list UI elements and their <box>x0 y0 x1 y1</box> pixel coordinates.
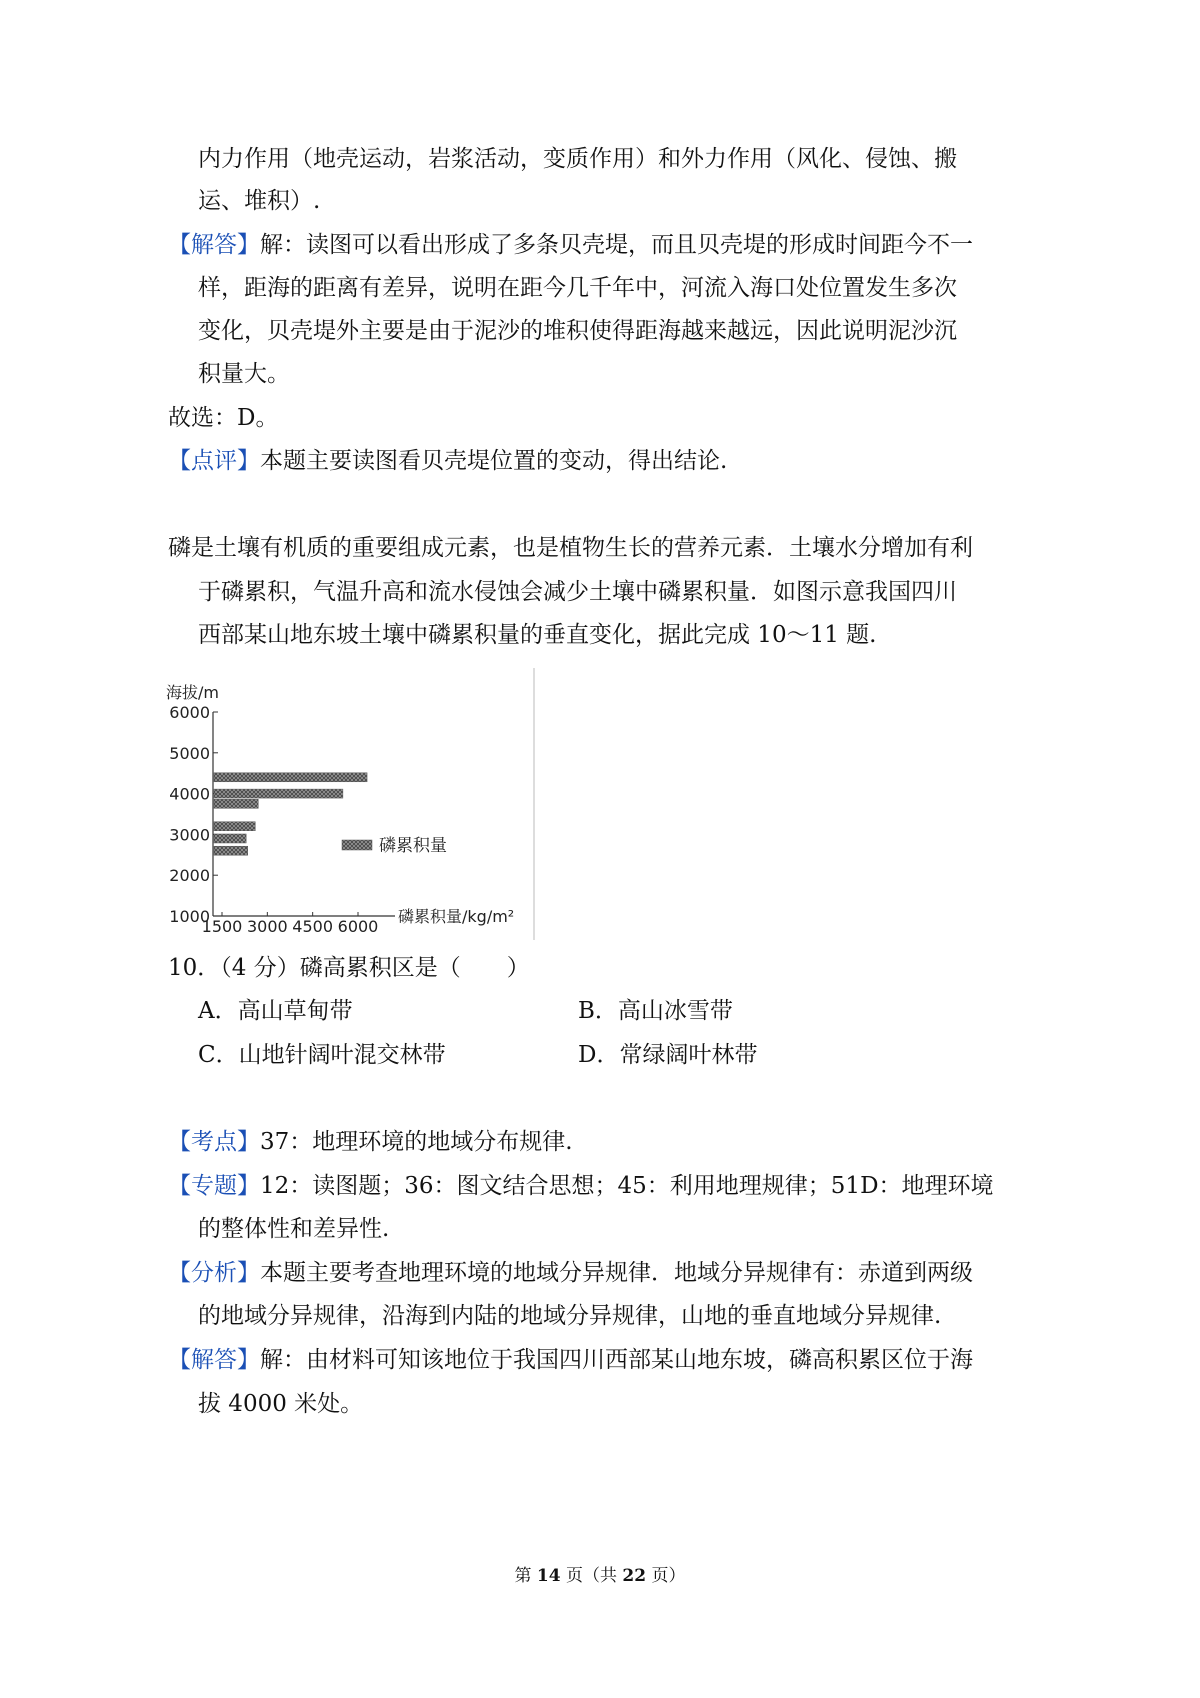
answer-line <box>168 230 973 260</box>
jieda-line: 拔 4000 米处。 <box>198 1391 364 1417</box>
intro-line: 于磷累积，气温升高和流水侵蚀会减少土壤中磷累积量．如图示意我国四川 <box>198 579 957 605</box>
review-tag: 【点评】 <box>168 448 260 474</box>
kaodian-tag: 【考点】 <box>168 1129 260 1155</box>
kaodian-line <box>168 1127 573 1157</box>
zhuanti-tag: 【专题】 <box>168 1173 260 1199</box>
option-b[interactable]: B．高山冰雪带 <box>578 998 733 1024</box>
footer-prefix: 第 <box>514 1566 532 1586</box>
bar <box>214 773 367 782</box>
zhuanti-line: 的整体性和差异性. <box>198 1216 390 1242</box>
option-c[interactable]: C．山地针阔叶混交林带 <box>198 1042 446 1068</box>
jieda-text: 解：由材料可知该地位于我国四川西部某山地东坡，磷高积累区位于海 <box>260 1347 973 1373</box>
fenxi-tag: 【分析】 <box>168 1260 260 1286</box>
jieda-line <box>168 1345 973 1375</box>
fenxi-line <box>168 1258 973 1288</box>
x-axis-label: 磷累积量/kg/m² <box>398 907 515 926</box>
legend-label: 磷累积量 <box>379 836 447 856</box>
footer-page-number: 14 <box>536 1566 561 1586</box>
kaodian-text: 37：地理环境的地域分布规律. <box>260 1129 573 1155</box>
y-tick-label: 6000 <box>169 703 210 722</box>
x-tick-label: 6000 <box>337 917 379 936</box>
x-tick-label: 1500 <box>201 917 243 936</box>
footer-middle: 页（共 <box>566 1566 617 1586</box>
x-tick-label: 3000 <box>246 917 288 936</box>
review-line <box>168 446 727 476</box>
paragraph-line: 运、堆积）. <box>198 188 321 214</box>
zhuanti-text: 12：读图题；36：图文结合思想；45：利用地理规律；51D：地理环境 <box>260 1173 994 1199</box>
fenxi-line: 的地域分异规律，沿海到内陆的地域分异规律，山地的垂直地域分异规律. <box>198 1303 942 1329</box>
y-tick-label: 4000 <box>169 784 210 804</box>
bar <box>214 834 246 843</box>
answer-line: 变化，贝壳堤外主要是由于泥沙的堆积使得距海越来越远，因此说明泥沙沉 <box>198 318 957 344</box>
footer-total-pages: 22 <box>622 1566 647 1586</box>
answer-text: 解：读图可以看出形成了多条贝壳堤，而且贝壳堤的形成时间距今不一 <box>260 232 973 258</box>
option-a[interactable]: A．高山草甸带 <box>198 998 353 1024</box>
intro-line: 西部某山地东坡土壤中磷累积量的垂直变化，据此完成 10～11 题. <box>198 622 877 648</box>
y-tick-label: 5000 <box>169 743 210 763</box>
jieda-tag: 【解答】 <box>168 1347 260 1373</box>
choice-line: 故选：D。 <box>168 405 279 431</box>
bar <box>214 789 343 798</box>
question-stem: 10．（4 分）磷高累积区是（ ） <box>168 955 530 981</box>
paragraph-line: 内力作用（地壳运动，岩浆活动，变质作用）和外力作用（风化、侵蚀、搬 <box>198 146 957 172</box>
answer-tag: 【解答】 <box>168 232 260 258</box>
bar <box>214 799 258 808</box>
intro-line: 磷是土壤有机质的重要组成元素，也是植物生长的营养元素．土壤水分增加有利 <box>168 535 973 561</box>
option-d[interactable]: D．常绿阔叶林带 <box>578 1042 758 1068</box>
y-tick-label: 2000 <box>169 866 210 886</box>
fenxi-text: 本题主要考查地理环境的地域分异规律．地域分异规律有：赤道到两级 <box>260 1260 973 1286</box>
phosphorus-chart <box>166 683 540 942</box>
legend-swatch <box>342 840 372 850</box>
footer-suffix: 页） <box>651 1566 686 1586</box>
zhuanti-line <box>168 1171 994 1201</box>
y-tick-label: 3000 <box>169 825 210 845</box>
review-text: 本题主要读图看贝壳堤位置的变动，得出结论. <box>260 448 728 474</box>
answer-line: 积量大。 <box>198 361 290 387</box>
page-footer <box>0 1561 1200 1586</box>
x-tick-label: 4500 <box>292 917 334 936</box>
bar <box>214 822 255 831</box>
answer-line: 样，距海的距离有差异，说明在距今几千年中，河流入海口处位置发生多次 <box>198 275 957 301</box>
y-tick-label: 1000 <box>169 907 210 926</box>
bar <box>214 846 248 855</box>
y-axis-label: 海拔/m <box>166 683 219 702</box>
